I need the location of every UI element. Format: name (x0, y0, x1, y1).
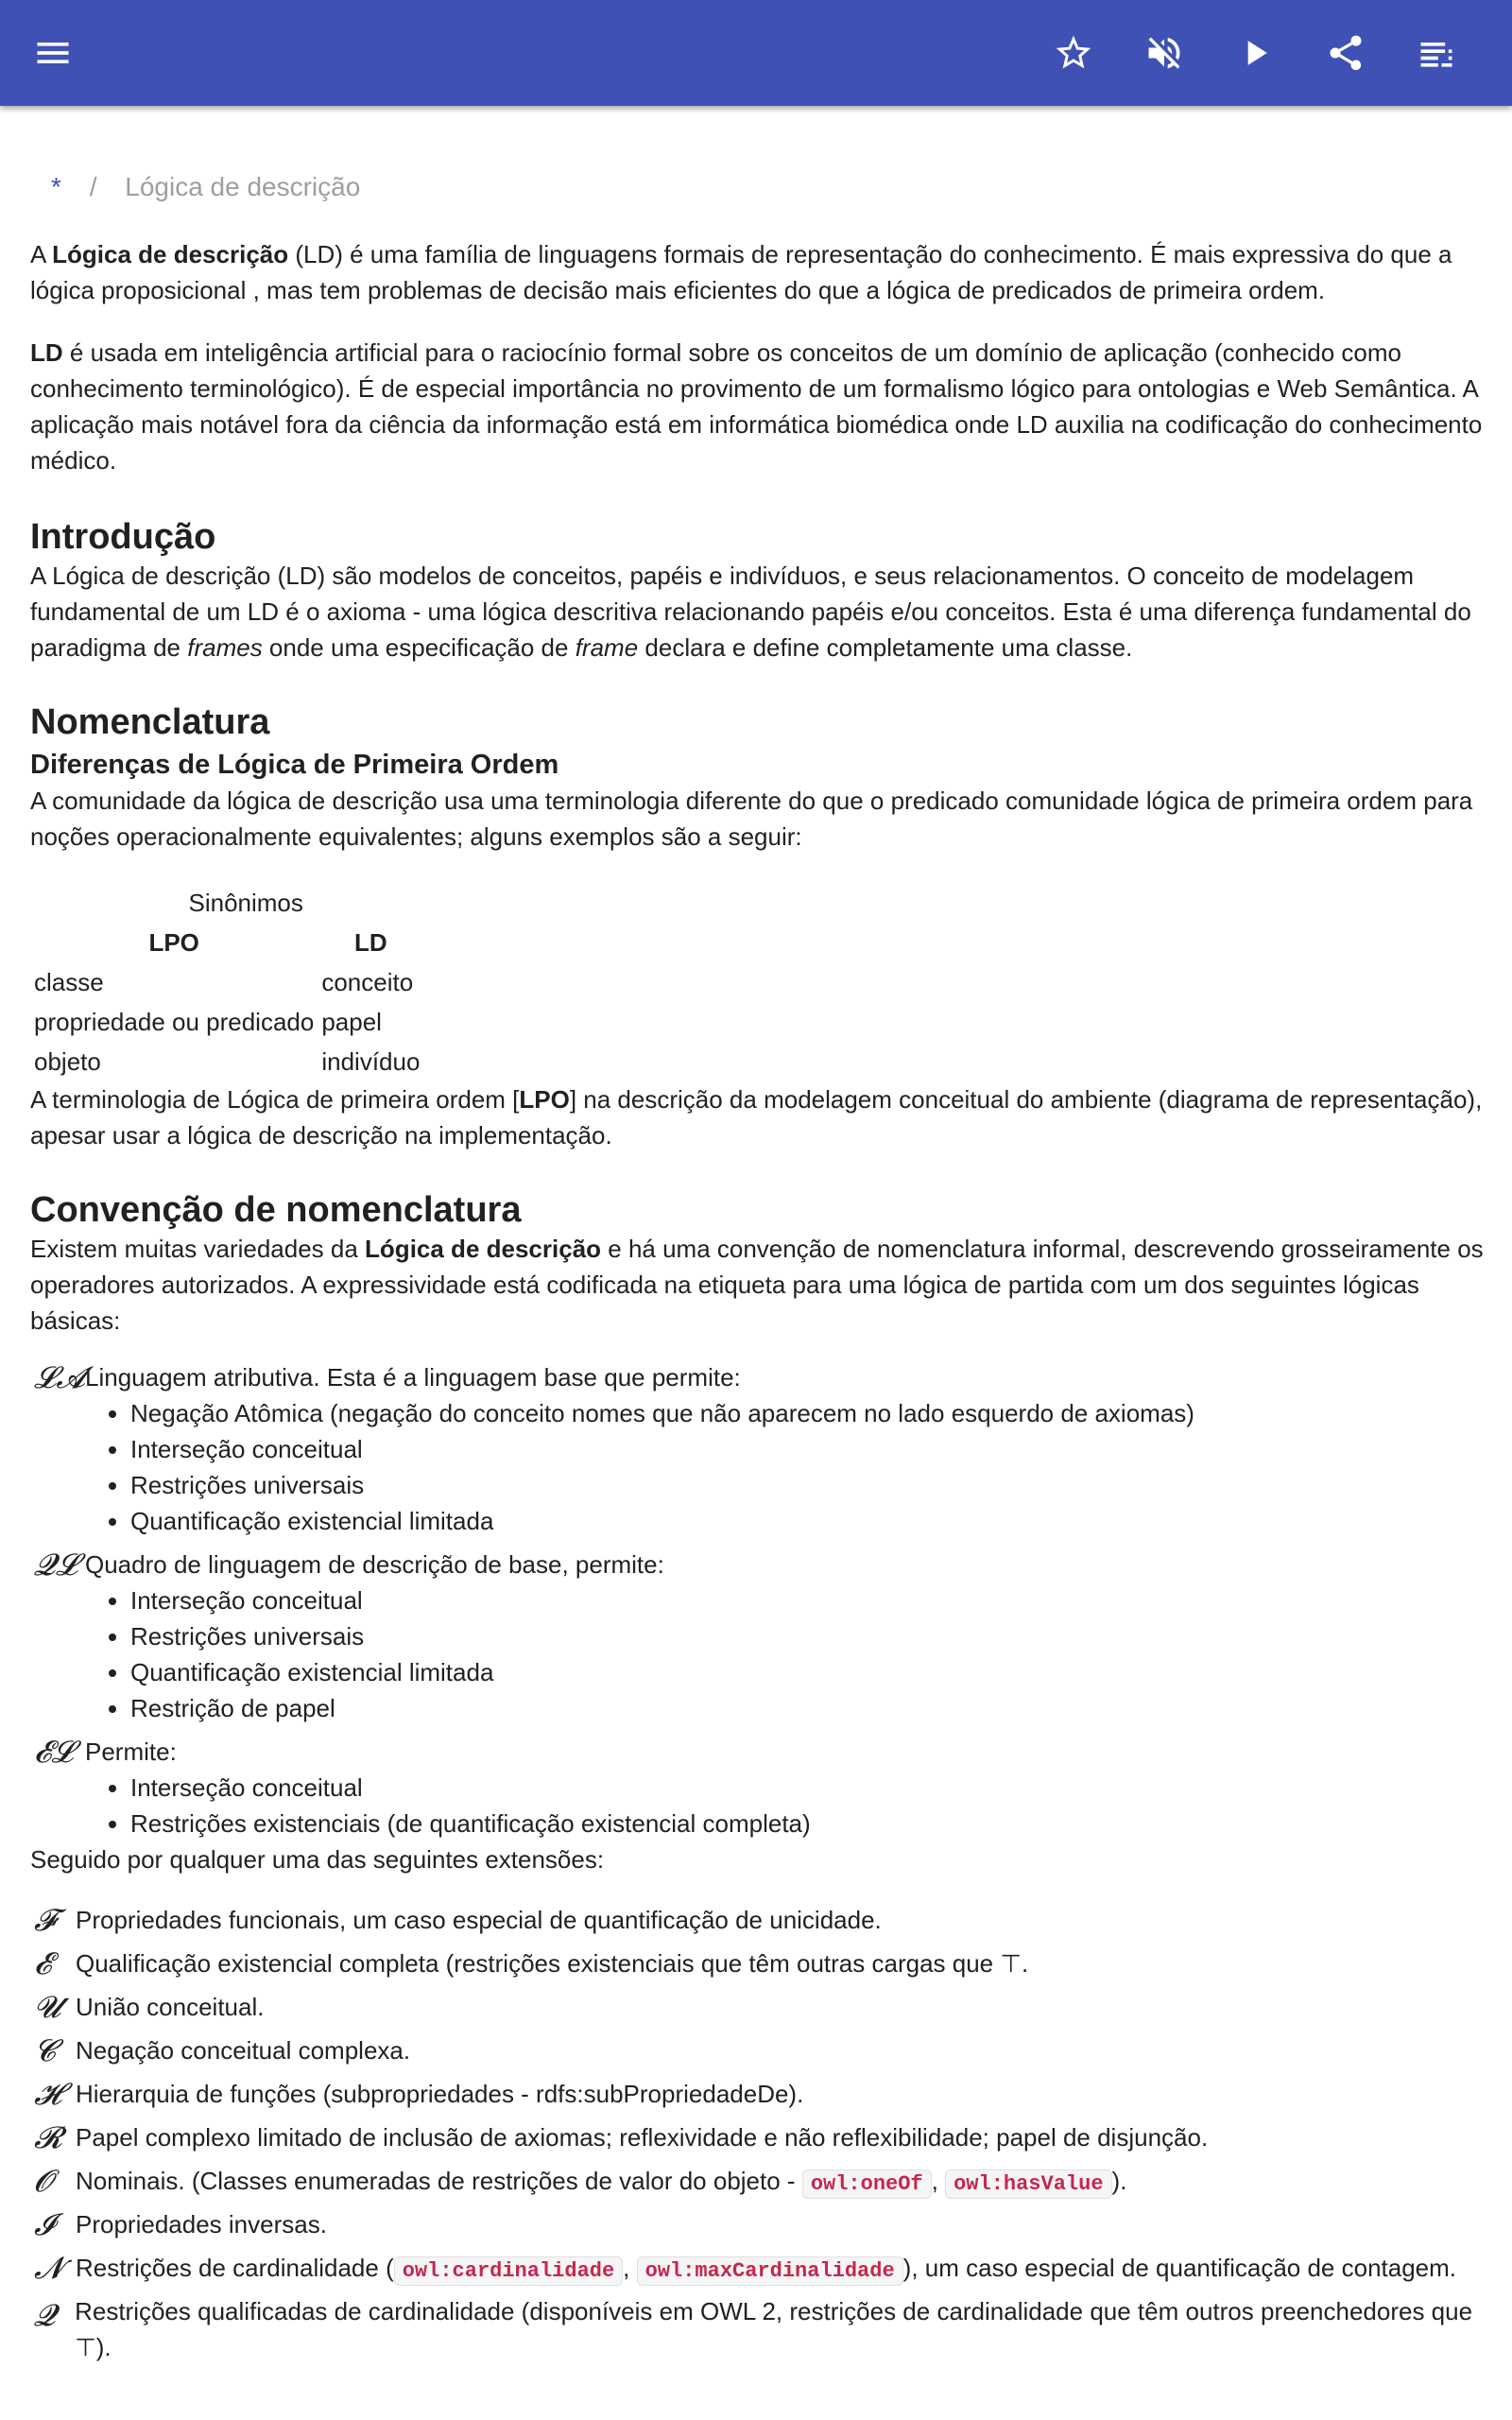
extension-text: Qualificação existencial completa (restrições existenciais que têm outras cargas que ⊤. (76, 1949, 1029, 1978)
extension-text: Negação conceitual complexa. (76, 2036, 411, 2065)
extension-row (30, 1985, 1486, 2029)
logic-row (30, 1547, 1486, 1582)
table-cell: propriedade ou predicado (34, 1008, 315, 1036)
convencao-text: e há uma convenção de nomenclatura informal, descrevendo grosseiramente os operadores autorizados. A expressividade está codificada na etiqueta para uma lógica de partida com um dos seguintes lógicas básicas: (30, 1235, 1484, 1335)
synonyms-table (30, 883, 423, 1081)
share-icon[interactable] (1319, 26, 1372, 79)
extension-text (76, 2159, 1126, 2206)
logic-al (30, 1359, 1486, 1539)
convencao-text: Existem muitas variedades da (30, 1235, 366, 1263)
terminology-text: ] na descrição da modelagem conceitual do ambiente (diagrama de representação), apesar usar a lógica de descrição na implementação. (30, 1085, 1483, 1150)
terminology-paragraph (30, 1081, 1486, 1153)
intro-paragraph-2 (30, 335, 1486, 478)
list-item: • Interseção conceitual (130, 1431, 1486, 1467)
list-item: • Quantificação existencial limitada (130, 1503, 1486, 1539)
extension-row (30, 2029, 1486, 2072)
logic-symbol: 𝓔𝓛 (34, 1734, 74, 1770)
extension-text: Hierarquia de funções (subpropriedades - rdfs:subPropriedadeDe). (76, 2080, 804, 2108)
logic-row (30, 1359, 1486, 1395)
subheading-diferencas: Diferenças de Lógica de Primeira Ordem (30, 750, 559, 780)
extension-row (30, 2116, 1486, 2159)
list-item: • Restrições universais (130, 1467, 1486, 1503)
star-icon[interactable] (1047, 26, 1100, 79)
extension-symbol: 𝓠 (34, 2297, 56, 2333)
mute-icon[interactable] (1138, 26, 1191, 79)
code-owl-hasvalue: owl:hasValue (945, 2169, 1111, 2199)
convencao-bold: Lógica de descrição (365, 1235, 602, 1263)
extension-symbol: 𝓕 (34, 1902, 57, 1938)
table-header-row (30, 923, 423, 962)
terminology-bold: LPO (519, 1085, 570, 1114)
intro-bold: LD (30, 338, 63, 367)
extensions-intro: Seguido por qualquer uma das seguintes extensões: (30, 1845, 605, 1874)
extension-text-part: , (931, 2167, 946, 2195)
heading-nomenclatura: Nomenclatura (30, 702, 270, 742)
logic-description: Permite: (85, 1737, 177, 1766)
extension-symbol: 𝓒 (34, 2032, 56, 2068)
table-cell: classe (34, 968, 104, 996)
table-header-lpo: LPO (148, 928, 199, 957)
logic-symbol: 𝓠𝓛 (34, 1547, 78, 1582)
extension-symbol: 𝓗 (34, 2076, 61, 2112)
introducao-paragraph (30, 558, 1486, 666)
extensions-list (30, 1898, 1486, 2365)
logic-symbol: 𝓛𝓐 (34, 1359, 86, 1395)
extension-text-part: Nominais. (Classes enumeradas de restrições de valor do objeto - (76, 2167, 802, 2195)
introducao-text: onde uma especificação de (262, 633, 576, 662)
list-item: • Interseção conceitual (130, 1582, 1486, 1618)
logic-feature-list (130, 1582, 1486, 1726)
extension-row (30, 2246, 1486, 2290)
list-item: • Restrições existenciais (de quantificação existencial completa) (130, 1806, 1486, 1841)
table-cell: papel (321, 1008, 382, 1036)
list-item: • Restrição de papel (130, 1690, 1486, 1726)
extension-symbol: 𝓡 (34, 2119, 62, 2155)
logic-el (30, 1734, 1486, 1841)
intro-bold: Lógica de descrição (52, 240, 289, 268)
extension-row (30, 2293, 1486, 2365)
code-owl-maxcardinalidade: owl:maxCardinalidade (637, 2256, 903, 2286)
extension-row (30, 1942, 1486, 1985)
extension-row (30, 2159, 1486, 2203)
extension-text: Papel complexo limitado de inclusão de axiomas; reflexividade e não reflexibilidade; papel de disjunção. (76, 2123, 1209, 2152)
intro-text: A (30, 240, 53, 268)
breadcrumb-current: Lógica de descrição (125, 172, 361, 201)
table-cell: objeto (34, 1047, 101, 1076)
breadcrumb-separator: / (89, 172, 97, 201)
table-cell: conceito (321, 968, 414, 996)
intro-text: é usada em inteligência artificial para o raciocínio formal sobre os conceitos de um domínio de aplicação (conhecido como conhecimento terminológico). É de especial importância no provimento de um formalismo lógico para ontologias e Web Semântica. A aplicação mais notável fora da ciência da informação está em informática biomédica onde LD auxilia na codificação do conhecimento médico. (30, 338, 1483, 475)
breadcrumb (51, 166, 1486, 208)
introducao-text: A Lógica de descrição (LD) são modelos de conceitos, papéis e indivíduos, e seus relacionamentos. O conceito de modelagem fundamental de um LD é o axioma - uma lógica descritiva relacionando papéis e/ou conceitos. Esta é uma diferença fundamental do paradigma de (30, 562, 1471, 662)
logic-feature-list (130, 1770, 1486, 1841)
playlist-icon[interactable] (1410, 26, 1463, 79)
extension-text (76, 2246, 1456, 2293)
extension-text-part: , (623, 2254, 637, 2282)
table-row (30, 1002, 423, 1042)
extension-text: Restrições qualificadas de cardinalidade (disponíveis em OWL 2, restrições de cardinalidade que têm outros preenchedores que ⊤). (75, 2297, 1473, 2361)
logic-description: Quadro de linguagem de descrição de base, permite: (85, 1550, 664, 1579)
extension-symbol: 𝓤 (34, 1989, 61, 2025)
introducao-italic: frame (575, 633, 639, 662)
logic-feature-list (130, 1395, 1486, 1539)
heading-convencao: Convenção de nomenclatura (30, 1190, 522, 1230)
app-bar (0, 0, 1512, 106)
article-content (30, 106, 1486, 2365)
logic-description: Linguagem atributiva. Esta é a linguagem base que permite: (85, 1363, 741, 1392)
synonyms-caption: Sinônimos (188, 889, 303, 917)
extension-row (30, 2072, 1486, 2116)
extension-text: Propriedades funcionais, um caso especial de quantificação de unicidade. (76, 1906, 882, 1934)
table-row (30, 1042, 423, 1081)
extension-row (30, 2203, 1486, 2246)
introducao-italic: frames (187, 633, 263, 662)
code-owl-cardinalidade: owl:cardinalidade (394, 2256, 623, 2286)
list-item: • Interseção conceitual (130, 1770, 1486, 1806)
list-item: • Restrições universais (130, 1618, 1486, 1654)
extension-symbol: 𝓝 (34, 2250, 63, 2286)
extension-text-part: ), um caso especial de quantificação de contagem. (902, 2254, 1457, 2282)
extension-symbol: 𝓘 (34, 2206, 55, 2242)
extension-symbol: 𝓔 (34, 1945, 52, 1981)
introducao-text: declara e define completamente uma classe. (638, 633, 1133, 662)
list-item: • Quantificação existencial limitada (130, 1654, 1486, 1690)
intro-text: (LD) é uma família de linguagens formais de representação do conhecimento. É mais expressiva do que a lógica proposicional , mas tem problemas de decisão mais eficientes do que a lógica de predicados de primeira ordem. (30, 240, 1452, 304)
terminology-text: A terminologia de Lógica de primeira ordem [ (30, 1085, 520, 1114)
logic-row (30, 1734, 1486, 1770)
extension-text: União conceitual. (76, 1993, 265, 2021)
breadcrumb-home[interactable]: * (51, 172, 61, 201)
list-item: • Negação Atômica (negação do conceito nomes que não aparecem no lado esquerdo de axiomas) (130, 1395, 1486, 1431)
heading-introducao: Introdução (30, 517, 216, 557)
extension-symbol: 𝓞 (34, 2163, 54, 2199)
intro-paragraph-1 (30, 236, 1486, 308)
menu-icon[interactable] (26, 26, 79, 79)
extension-text-part: Restrições de cardinalidade ( (76, 2254, 394, 2282)
logic-fl (30, 1547, 1486, 1726)
table-cell: indivíduo (321, 1047, 421, 1076)
convencao-paragraph (30, 1231, 1486, 1339)
extension-text: Propriedades inversas. (76, 2210, 327, 2238)
table-header-ld: LD (354, 928, 387, 957)
nomenclatura-paragraph: A comunidade da lógica de descrição usa uma terminologia diferente do que o predicado comunidade lógica de primeira ordem para noções operacionalmente equivalentes; alguns exemplos são a seguir: (30, 786, 1473, 851)
play-icon[interactable] (1228, 26, 1281, 79)
extension-text-part: ). (1111, 2167, 1127, 2195)
table-row (30, 962, 423, 1002)
extension-row (30, 1898, 1486, 1942)
code-owl-oneof: owl:oneOf (802, 2169, 932, 2199)
